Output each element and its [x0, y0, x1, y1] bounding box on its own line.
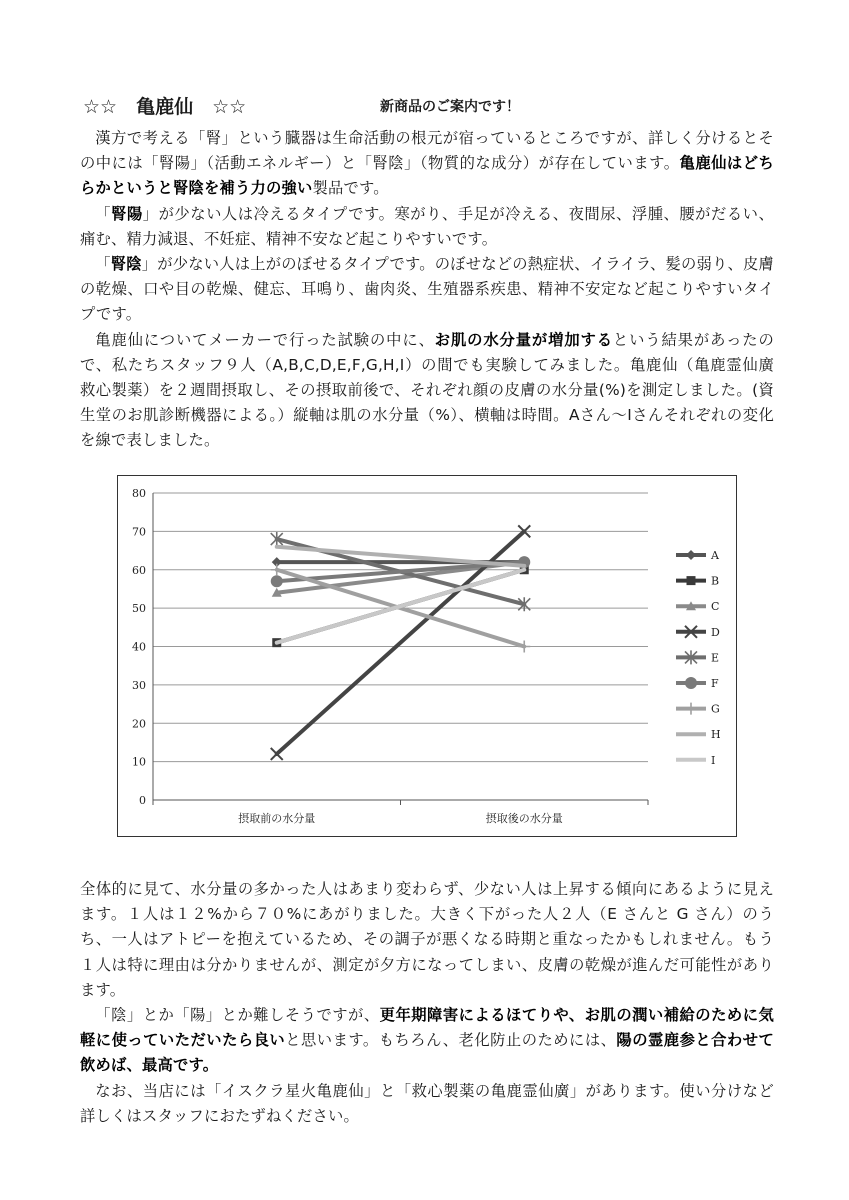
y-tick-label: 70	[132, 525, 146, 539]
paragraph-6-middle: と思います。もちろん、老化防止のためには、	[285, 1031, 617, 1050]
paragraph-2-emphasis: 腎陽	[111, 204, 143, 223]
paragraph-1-emphasis: 亀鹿仙はどちらかというと腎陰を補う力の強い	[80, 154, 775, 198]
paragraph-6-text: 「陰」とか「陽」とか難しそうですが、	[95, 1006, 380, 1025]
legend-label-d: D	[711, 625, 720, 639]
legend-label-b: B	[711, 574, 720, 588]
intro-text	[80, 126, 790, 454]
paragraph-4-emphasis: お肌の水分量が増加する	[434, 330, 613, 349]
paragraph-4-tail: という結果があったので、私たちスタッフ９人（A,B,C,D,E,F,G,H,I）の間でも実験してみました。亀鹿仙（亀鹿霊仙廣 救心製薬）を２週間摂取し、その摂取前後で、それぞれ顔の皮膚の水分量(%)を測定しました。(資生堂のお肌診断機器による。）縦軸は肌の水分量（%）、横軸は時間。Aさん～Iさんそれぞれの変化を線で表しました。	[80, 330, 790, 450]
paragraph-2-open: 「	[95, 204, 112, 223]
outro-text	[80, 877, 774, 1129]
legend-label-h: H	[711, 728, 721, 742]
paragraph-6-emphasis: 更年期障害によるほてりや、お肌の潤い補給のために気軽に使っていただいたら良い	[80, 1006, 774, 1050]
legend-marker-f	[685, 677, 697, 689]
y-tick-label: 60	[132, 563, 146, 577]
data-point-g	[518, 641, 530, 653]
data-point-g	[271, 564, 283, 576]
page-title: ☆☆ 亀鹿仙 ☆☆	[83, 96, 247, 118]
x-tick-label: 摂取後の水分量	[485, 812, 563, 825]
y-tick-label: 30	[132, 678, 146, 692]
y-tick-label: 50	[132, 602, 146, 616]
legend-label-f: F	[711, 677, 719, 690]
header	[83, 92, 773, 122]
moisture-chart	[117, 475, 737, 837]
paragraph-2	[80, 202, 774, 252]
paragraph-3-text: 」が少ない人は上がのぼせるタイプです。のぼせなどの熱症状、イライラ、髪の弱り、皮膚の乾燥、口や目の乾燥、健忘、耳鳴り、歯肉炎、生殖器系疾患、精神不安定など起こりやすいタイプです。	[80, 255, 774, 324]
legend-label-g: G	[711, 702, 720, 716]
data-point-f	[271, 575, 283, 587]
legend-label-e: E	[711, 651, 720, 665]
paragraph-1-text: 漢方で考える「腎」という臓器は生命活動の根元が宿っているところですが、詳しく分けるとその中には「腎陽」（活動エネルギー）と「腎陰」（物質的な成分）が存在しています。	[80, 129, 774, 173]
paragraph-3-emphasis: 腎陰	[110, 255, 142, 274]
paragraph-3-open: 「	[95, 255, 111, 274]
paragraph-4-text: 亀鹿仙についてメーカーで行った試験の中に、	[95, 330, 435, 349]
paragraph-1	[80, 126, 774, 202]
y-tick-label: 80	[132, 487, 146, 500]
legend-marker-b	[687, 576, 696, 585]
paragraph-6-emphasis-2: 陽の霊鹿参と合わせて飲めば、最高です。	[80, 1031, 774, 1075]
page-subtitle: 新商品のご案内です！	[380, 99, 520, 115]
paragraph-6	[80, 1003, 774, 1079]
chart-svg	[118, 476, 736, 836]
legend-label-i: I	[711, 753, 716, 767]
y-tick-label: 0	[139, 794, 146, 807]
paragraph-2-text: 」が少ない人は冷えるタイプです。寒がり、手足が冷える、夜間尿、浮腫、腰がだるい、痛む、精力減退、不妊症、精神不安など起こりやすいです。	[80, 204, 774, 248]
y-tick-label: 20	[132, 717, 146, 731]
paragraph-3	[80, 252, 774, 328]
paragraph-1-tail: 製品です。	[312, 179, 389, 198]
paragraph-7: なお、当店には「イスクラ星火亀鹿仙」と「救心製薬の亀鹿霊仙廣」があります。使い分けなど詳しくはスタッフにおたずねください。	[80, 1081, 774, 1125]
paragraph-5: 全体的に見て、水分量の多かった人はあまり変わらず、少ない人は上昇する傾向にあるように見えます。１人は１２%から７０%にあがりました。大きく下がった人２人（E さんと G さん）のうち、一人はアトピーを抱えているため、その調子が悪くなる時期と重なったかもしれません。もう１人は特に理由は分かりませんが、測定が夕方になってしまい、皮膚の乾燥が進んだ可能性があります。	[80, 880, 774, 999]
y-tick-label: 40	[132, 640, 146, 654]
legend-marker-a	[686, 550, 696, 560]
x-tick-label: 摂取前の水分量	[238, 812, 316, 825]
y-tick-label: 10	[132, 755, 146, 769]
legend-label-a: A	[711, 549, 719, 562]
legend-label-c: C	[711, 600, 720, 614]
paragraph-4	[80, 328, 790, 454]
legend-marker-g	[685, 703, 697, 715]
data-point-d	[271, 748, 283, 760]
